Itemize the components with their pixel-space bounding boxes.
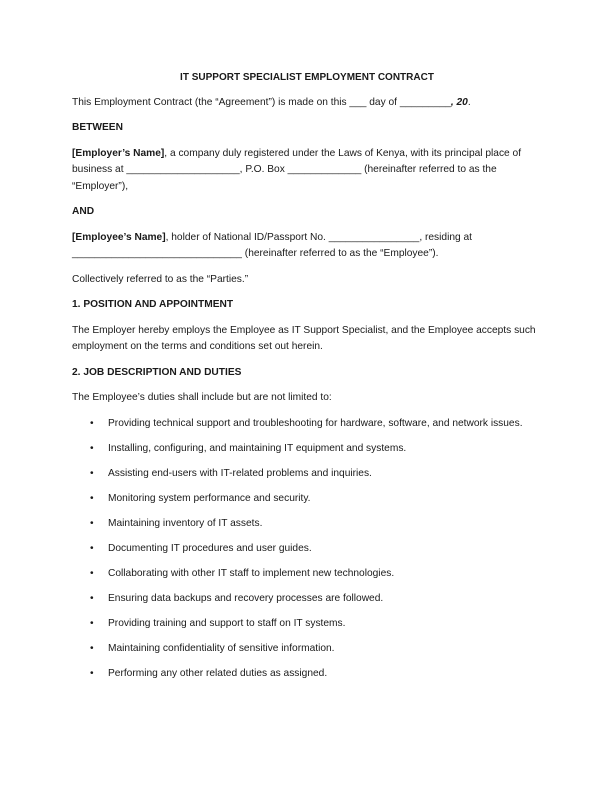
list-item xyxy=(72,566,542,583)
duties-list xyxy=(72,416,542,683)
list-item xyxy=(72,416,542,433)
list-item xyxy=(72,491,542,508)
duty-text: Maintaining inventory of IT assets. xyxy=(108,517,263,529)
duty-text: Documenting IT procedures and user guides. xyxy=(108,542,312,554)
list-item xyxy=(72,441,542,458)
bullet-icon: • xyxy=(90,417,94,429)
list-item xyxy=(72,541,542,558)
employer-paragraph xyxy=(72,146,542,196)
employee-paragraph xyxy=(72,230,542,263)
duty-text: Monitoring system performance and security. xyxy=(108,492,311,504)
duty-text: Providing technical support and troubleshooting for hardware, software, and network issues. xyxy=(108,417,523,429)
list-item xyxy=(72,591,542,608)
list-item xyxy=(72,466,542,483)
bullet-icon: • xyxy=(90,592,94,604)
bullet-icon: • xyxy=(90,442,94,454)
duty-text: Performing any other related duties as assigned. xyxy=(108,667,328,679)
duty-text: Providing training and support to staff on IT systems. xyxy=(108,617,346,629)
section-heading: 1. POSITION AND APPOINTMENT xyxy=(72,299,234,310)
intro-text: This Employment Contract (the “Agreement”) is made on this ___ day of _________ xyxy=(72,96,451,108)
bullet-icon: • xyxy=(90,567,94,579)
section-body: The Employee’s duties shall include but are not limited to: xyxy=(72,392,332,403)
document-title: IT SUPPORT SPECIALIST EMPLOYMENT CONTRACT xyxy=(180,72,434,83)
section-heading: 2. JOB DESCRIPTION AND DUTIES xyxy=(72,366,242,378)
employee-text: , holder of National ID/Passport No. ________________, residing at ______________________________ (hereinafter referred to as the “Employee”). xyxy=(72,231,473,259)
bullet-icon: • xyxy=(90,642,94,654)
employer-name: [Employer’s Name] xyxy=(72,147,165,159)
bullet-icon: • xyxy=(90,517,94,529)
intro-paragraph xyxy=(72,95,542,112)
duty-text: Ensuring data backups and recovery processes are followed. xyxy=(108,592,384,604)
intro-year: , 20 xyxy=(450,96,468,108)
duty-text: Maintaining confidentiality of sensitive information. xyxy=(108,642,335,654)
duty-text: Collaborating with other IT staff to implement new technologies. xyxy=(108,567,395,579)
duty-text: Assisting end-users with IT-related problems and inquiries. xyxy=(108,467,372,479)
bullet-icon: • xyxy=(90,467,94,479)
bullet-icon: • xyxy=(90,542,94,554)
bullet-icon: • xyxy=(90,492,94,504)
list-item xyxy=(72,666,542,683)
between-label: BETWEEN xyxy=(72,122,123,133)
and-label: AND xyxy=(72,206,95,217)
list-item xyxy=(72,641,542,658)
section-body: The Employer hereby employs the Employee as IT Support Specialist, and the Employee accepts such employment on the terms and conditions set out herein. xyxy=(72,324,536,352)
employer-text: , a company duly registered under the Laws of Kenya, with its principal place of business at ____________________, P.O. Box _____________ (hereinafter referred to as the “Employer”), xyxy=(72,147,522,192)
bullet-icon: • xyxy=(90,617,94,629)
bullet-icon: • xyxy=(90,667,94,679)
intro-end: . xyxy=(467,96,471,108)
contract-body xyxy=(72,70,542,691)
parties-paragraph: Collectively referred to as the “Parties.” xyxy=(72,273,249,285)
duty-text: Installing, configuring, and maintaining IT equipment and systems. xyxy=(108,442,407,454)
list-item xyxy=(72,516,542,533)
employee-name: [Employee’s Name] xyxy=(72,231,166,243)
list-item xyxy=(72,616,542,633)
